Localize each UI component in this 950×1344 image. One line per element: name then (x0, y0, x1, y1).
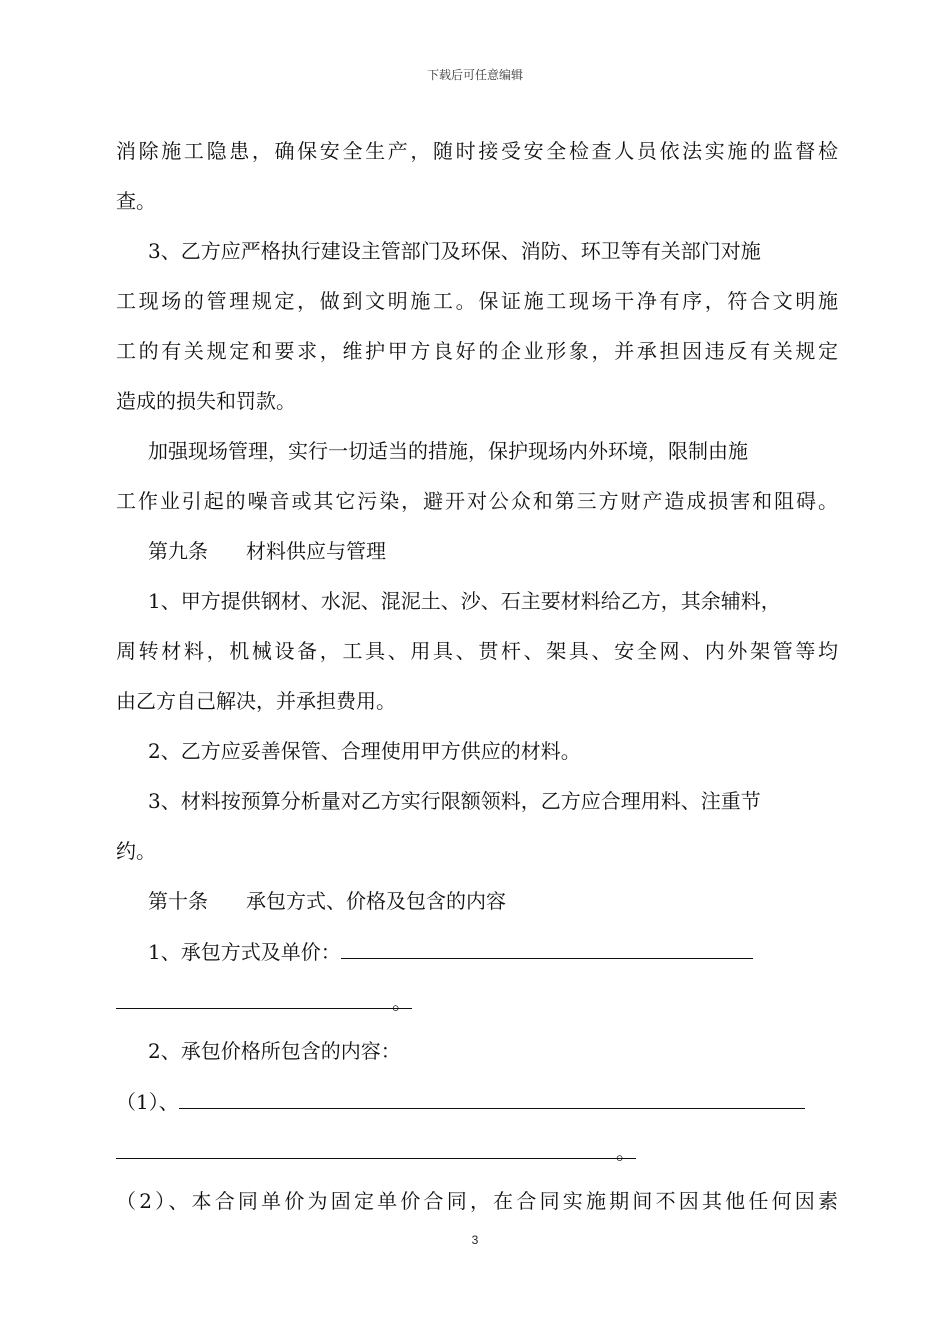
paragraph-line: 工的有关规定和要求，维护甲方良好的企业形象，并承担因违反有关规定 (116, 339, 838, 363)
paragraph-line: 3、乙方应严格执行建设主管部门及环保、消防、环卫等有关部门对施 (148, 239, 761, 263)
fill-label: 1、承包方式及单价： (148, 940, 341, 964)
paragraph-line: 3、材料按预算分析量对乙方实行限额领料，乙方应合理用料、注重节 (148, 789, 761, 813)
paragraph-line: 加强现场管理，实行一切适当的措施，保护现场内外环境，限制由施 (148, 439, 748, 463)
fill-line-contract-method (148, 936, 753, 967)
paragraph-line: 2、承包价格所包含的内容： (148, 1039, 401, 1063)
blank-field[interactable] (116, 1136, 636, 1159)
article-number: 第九条 (148, 539, 208, 563)
page-number: 3 (471, 1233, 479, 1247)
line-end-period: 。 (392, 990, 412, 1014)
paragraph-line: 造成的损失和罚款。 (116, 389, 296, 413)
paragraph-line: 工现场的管理规定，做到文明施工。保证施工现场干净有序，符合文明施 (116, 289, 838, 313)
article-title: 承包方式、价格及包含的内容 (246, 889, 506, 913)
paragraph-line: 工作业引起的噪音或其它污染，避开对公众和第三方财产造成损害和阻碍。 (116, 489, 838, 513)
paragraph-line: 周转材料，机械设备，工具、用具、贯杆、架具、安全网、内外架管等均 (116, 639, 838, 663)
paragraph-line: 消除施工隐患，确保安全生产，随时接受安全检查人员依法实施的监督检 (116, 139, 838, 163)
blank-field[interactable] (341, 936, 753, 959)
paragraph-line: 由乙方自己解决，并承担费用。 (116, 689, 396, 713)
blank-field[interactable] (116, 986, 412, 1009)
article-title: 材料供应与管理 (246, 539, 386, 563)
article-9-heading (148, 536, 386, 566)
paragraph-line: （2）、本合同单价为固定单价合同，在合同实施期间不因其他任何因素 (116, 1189, 838, 1213)
fill-line-continuation (116, 986, 412, 1017)
line-end-period: 。 (616, 1140, 636, 1164)
blank-field[interactable] (179, 1086, 805, 1109)
fill-line-item-1 (116, 1086, 805, 1117)
paragraph-line: 1、甲方提供钢材、水泥、混泥土、沙、石主要材料给乙方，其余辅料， (148, 589, 781, 613)
page-header: 下载后可任意编辑 (426, 68, 523, 82)
paragraph-line: 约。 (116, 839, 156, 863)
fill-label: （1）、 (116, 1090, 179, 1114)
article-10-heading (148, 886, 506, 916)
paragraph-line: 查。 (116, 189, 156, 213)
fill-line-continuation (116, 1136, 636, 1167)
paragraph-line: 2、乙方应妥善保管、合理使用甲方供应的材料。 (148, 739, 581, 763)
article-number: 第十条 (148, 889, 208, 913)
